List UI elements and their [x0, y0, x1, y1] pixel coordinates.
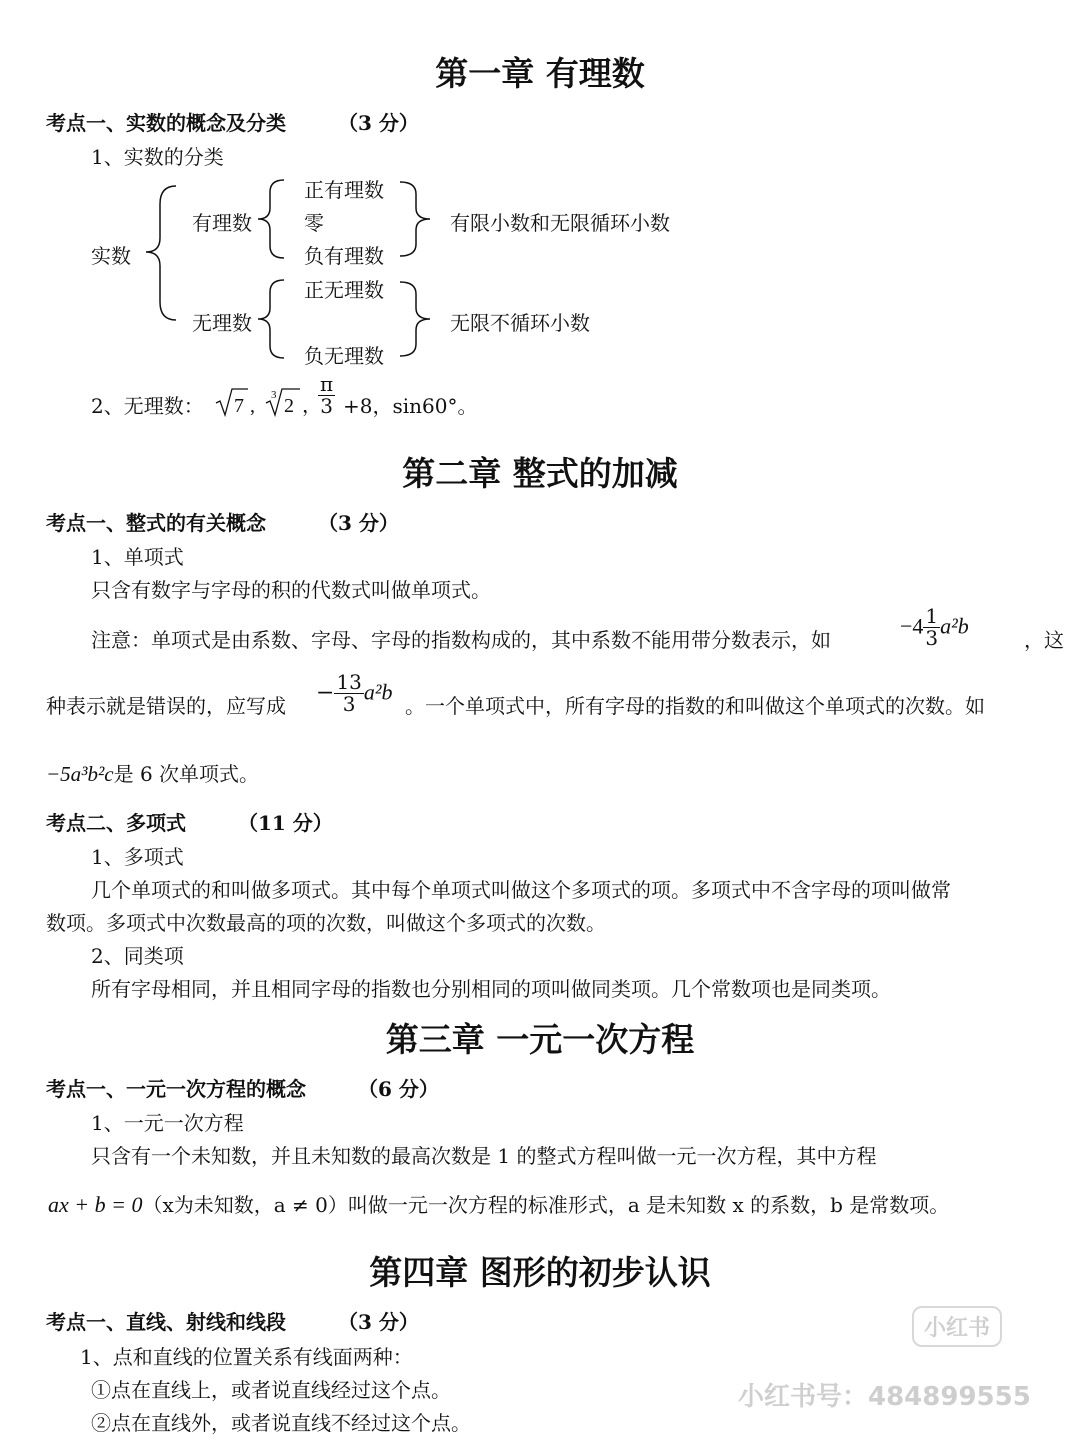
ch2-kp1-heading	[46, 507, 399, 536]
minus-sign: −	[316, 680, 335, 706]
tree-irrational-desc: 无限不循环小数	[450, 311, 590, 335]
ch2-p5: 几个单项式的和叫做多项式。其中每个单项式叫做这个多项式的项。多项式中不含字母的项叫做常	[91, 878, 951, 902]
improper-fraction-example	[316, 672, 393, 715]
frac1-numerator: 1	[925, 604, 939, 628]
ch3-kp1-heading	[46, 1073, 439, 1102]
ch2-p2a: 注意：单项式是由系数、字母、字母的指数构成的，其中系数不能用带分数表示，如	[91, 628, 831, 652]
brace-rational-right	[400, 182, 430, 256]
ch4-kp1-heading	[46, 1306, 419, 1335]
ch1-sub2-label: 2、无理数：	[91, 394, 204, 418]
ch3-p1: 只含有一个未知数，并且未知数的最高次数是 1 的整式方程叫做一元一次方程，其中方程	[91, 1144, 877, 1168]
classification-braces	[0, 0, 1080, 440]
chapter-4-title: 第四章 图形的初步认识	[369, 1253, 711, 1292]
ch2-kp1-title: 考点一、整式的有关概念	[46, 511, 266, 535]
chapter-1-title: 第一章 有理数	[435, 54, 645, 93]
ch2-sub1: 1、单项式	[91, 545, 184, 569]
tree-root-real-numbers: 实数	[91, 244, 131, 268]
ch4-kp1-title: 考点一、直线、射线和线段	[46, 1310, 286, 1334]
ch4-item1: ①点在直线上，或者说直线经过这个点。	[91, 1378, 451, 1402]
cbrt-index: 3	[271, 389, 277, 401]
ch2-p3b: 。一个单项式中，所有字母的指数的和叫做这个单项式的次数。如	[405, 694, 985, 718]
xiaohongshu-logo-watermark: 小红书	[912, 1306, 1002, 1347]
ch3-kp1-score: （6 分）	[358, 1077, 439, 1101]
brace-real-left	[146, 186, 176, 320]
svg-text:,: ,	[250, 395, 255, 417]
ch4-item2: ②点在直线外，或者说直线不经过这个点。	[91, 1411, 471, 1435]
ch4-sub1: 1、点和直线的位置关系有线面两种：	[80, 1345, 413, 1369]
cbrt2-radicand: 2	[284, 395, 294, 417]
tree-zero: 零	[304, 211, 324, 235]
brace-rational-left	[258, 180, 284, 258]
frac2-denominator: 3	[342, 692, 356, 716]
ch2-p2b: ，这	[1024, 628, 1064, 652]
ch2-p6: 数项。多项式中次数最高的项的次数，叫做这个多项式的次数。	[46, 911, 606, 935]
xiaohongshu-id-watermark: 小红书号：484899555	[738, 1382, 1031, 1412]
degree-example-expr: −5a³b²c	[46, 762, 114, 786]
tree-irrational: 无理数	[192, 311, 252, 335]
pi-denominator: 3	[320, 394, 333, 418]
frac1-denominator: 3	[925, 626, 939, 650]
ch2-p4b: 是 6 次单项式。	[113, 762, 260, 786]
brace-irrational-right	[400, 282, 430, 356]
ch2-kp1-score: （3 分）	[318, 511, 399, 535]
ch2-p4	[46, 758, 259, 787]
ch4-kp1-score: （3 分）	[338, 1310, 419, 1334]
pi-numerator: π	[320, 372, 334, 396]
ch2-sub3: 2、同类项	[91, 944, 184, 968]
tree-neg-irrational: 负无理数	[304, 344, 384, 368]
ch3-sub1: 1、一元一次方程	[91, 1111, 244, 1135]
frac2-numerator: 13	[336, 670, 362, 694]
ch3-p2	[48, 1189, 949, 1218]
ch1-kp1-title: 考点一、实数的概念及分类	[46, 111, 286, 135]
a2b-term-2: a²b	[363, 679, 393, 705]
pi-over-3-fraction	[318, 374, 335, 417]
ch3-kp1-title: 考点一、一元一次方程的概念	[46, 1077, 306, 1101]
chapter-2-title: 第二章 整式的加减	[402, 454, 678, 493]
tree-pos-irrational: 正无理数	[304, 278, 384, 302]
ch2-p1: 只含有数字与字母的积的代数式叫做单项式。	[91, 578, 491, 602]
svg-text:，: ，	[302, 395, 322, 417]
ch2-kp2-score: （11 分）	[238, 811, 333, 835]
standard-form-condition: （x为未知数，a ≠ 0）	[142, 1193, 348, 1217]
mixed-number-example	[900, 606, 969, 649]
standard-form-expr: ax + b = 0	[48, 1192, 143, 1217]
tree-rational: 有理数	[192, 211, 252, 235]
ch2-sub2: 1、多项式	[91, 845, 184, 869]
sqrt7-radicand: 7	[234, 395, 244, 417]
chapter-3-title: 第三章 一元一次方程	[385, 1020, 695, 1059]
brace-irrational-left	[258, 280, 284, 358]
tree-neg-rational: 负有理数	[304, 244, 384, 268]
ch2-kp2-title: 考点二、多项式	[46, 811, 186, 835]
ch3-p2b: 叫做一元一次方程的标准形式，a 是未知数 x 的系数，b 是常数项。	[347, 1193, 950, 1217]
ch1-sub2-tail: +8，sin60°。	[343, 394, 478, 418]
ch2-kp2-heading	[46, 807, 333, 836]
radicals-sqrt7-cbrt2	[214, 385, 322, 419]
ch1-sub1: 1、实数的分类	[91, 145, 224, 169]
ch1-kp1-score: （3 分）	[338, 111, 419, 135]
tree-rational-desc: 有限小数和无限循环小数	[450, 211, 670, 235]
ch2-p3a: 种表示就是错误的，应写成	[46, 694, 286, 718]
tree-pos-rational: 正有理数	[304, 178, 384, 202]
ch2-p7: 所有字母相同，并且相同字母的指数也分别相同的项叫做同类项。几个常数项也是同类项。	[91, 977, 891, 1001]
minus-four: −4	[900, 613, 924, 639]
a2b-term-1: a²b	[940, 613, 969, 639]
